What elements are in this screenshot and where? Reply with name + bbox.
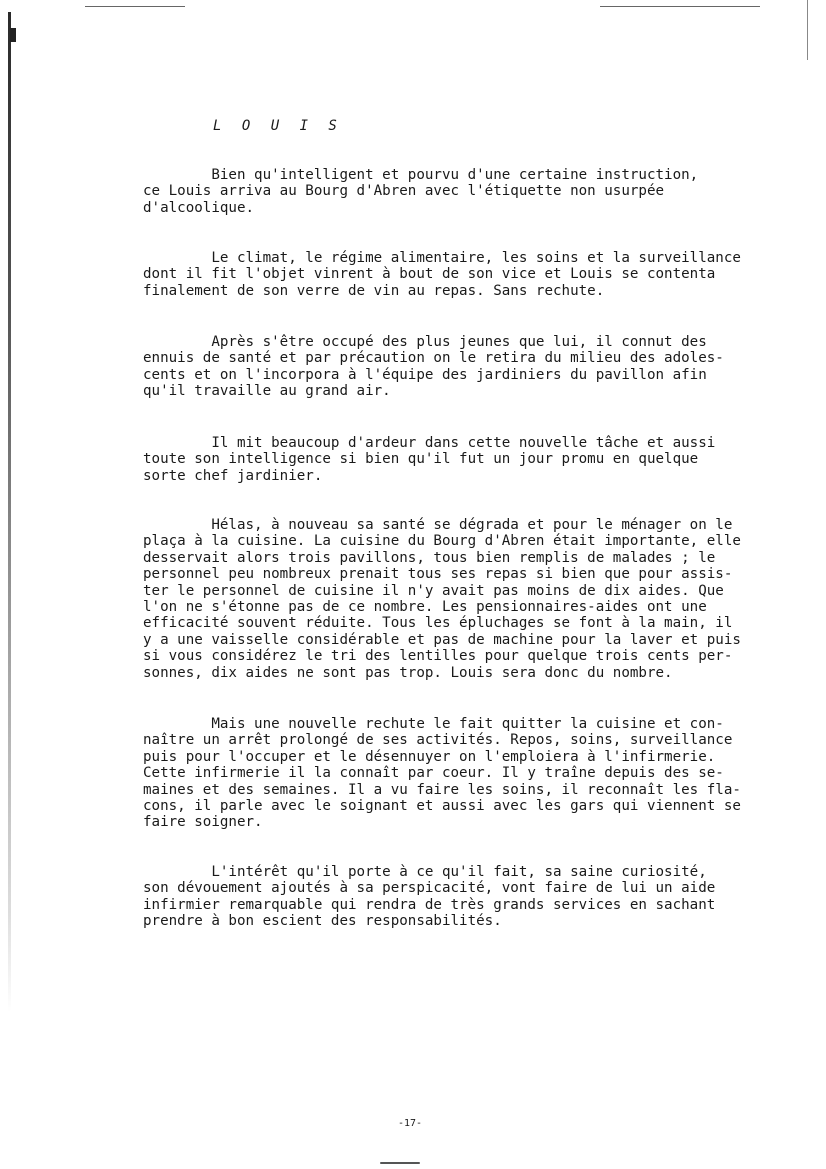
paragraph-1: Bien qu'intelligent et pourvu d'une certaine instruction, ce Louis arriva au Bourg d'Abren avec l'étiquette non usurpée d'alcoolique.: [143, 167, 699, 216]
scan-mark-bottom: [380, 1162, 420, 1164]
document-title: L O U I S: [213, 118, 343, 134]
paragraph-2: Le climat, le régime alimentaire, les soins et la surveillance dont il fit l'objet vinrent à bout de son vice et Louis se contenta finalement de son verre de vin au repas. Sans rechute.: [143, 250, 741, 299]
paragraph-4: Il mit beaucoup d'ardeur dans cette nouvelle tâche et aussi toute son intelligence si bien qu'il fut un jour promu en quelque sorte chef jardinier.: [143, 435, 716, 484]
scan-line-top: [85, 6, 185, 7]
scan-edge-right: [807, 0, 808, 60]
scan-line-top: [600, 6, 760, 7]
paragraph-5: Hélas, à nouveau sa santé se dégrada et pour le ménager on le plaça à la cuisine. La cuisine du Bourg d'Abren était importante, elle desservait alors trois pavillons, tous bien remplis de malades ; le personnel peu nombreux prenait tous ses repas si bien que pour assis- ter le personnel de cuisine il n'y avait pas moins de dix aides. Que l'on ne s'étonne pas de ce nombre. Les pensionnaires-aides ont une efficacité souvent réduite. Tous les épluchages se font à la main, il y a une vaisselle considérable et pas de machine pour la laver et puis si vous considérez le tri des lentilles pour quelque trois cents per- sonnes, dix aides ne sont pas trop. Louis sera donc du nombre.: [143, 517, 741, 681]
paragraph-3: Après s'être occupé des plus jeunes que lui, il connut des ennuis de santé et par précaution on le retira du milieu des adoles- cents et on l'incorpora à l'équipe des jardiniers du pavillon afin qu'il travaille au grand air.: [143, 334, 724, 400]
scan-edge-left: [8, 12, 11, 1012]
paragraph-6: Mais une nouvelle rechute le fait quitter la cuisine et con- naître un arrêt prolongé de ses activités. Repos, soins, surveillance puis pour l'occuper et le désennuyer on l'emploiera à l'infirmerie. Cette infirmerie il la connaît par coeur. Il y traîne depuis des se- maines et des semaines. Il a vu faire les soins, il reconnaît les fla- cons, il parle avec le soignant et aussi avec les gars qui viennent se faire soigner.: [143, 716, 741, 831]
page-number: -17-: [398, 1118, 423, 1129]
paragraph-7: L'intérêt qu'il porte à ce qu'il fait, sa saine curiosité, son dévouement ajoutés à sa perspicacité, vont faire de lui un aide infirmier remarquable qui rendra de très grands services en sachant prendre à bon escient des responsabilités.: [143, 864, 716, 930]
scan-mark-left: [10, 28, 16, 42]
